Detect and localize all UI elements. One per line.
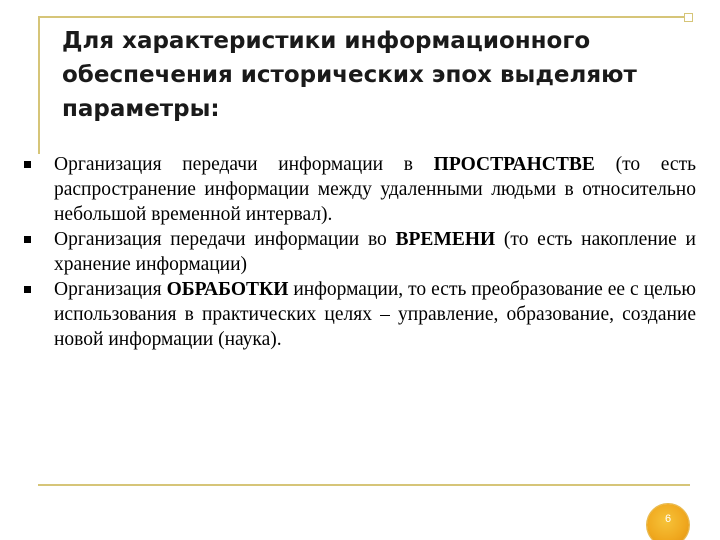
title-line: обеспечения исторических эпох выделяют (62, 62, 637, 88)
bottom-decorative-line (38, 484, 690, 486)
bullet-text: (то есть распространение информации между удаленными людьми в относительно небольшой временной интервал). (54, 154, 696, 225)
page-number-badge (647, 504, 689, 540)
bullet-text: информации, то есть преобразование ее с целью использования в практических целях – управление, образование, создание новой информации (наука). (54, 279, 696, 350)
left-decorative-line (38, 16, 40, 154)
title-line: Для характеристики информационного (62, 28, 591, 54)
square-bullet-icon (24, 286, 31, 293)
slide-title (62, 24, 682, 126)
square-bullet-icon (24, 236, 31, 243)
bullet-item (24, 152, 696, 227)
bullet-text: Организация (54, 279, 167, 300)
bullet-emphasis: ВРЕМЕНИ (395, 229, 496, 250)
bullet-item (24, 227, 696, 277)
bullet-text: (то есть накопление и хранение информации) (54, 229, 696, 275)
bullet-text: Организация передачи информации в (54, 154, 434, 175)
bullet-text: Организация передачи информации во (54, 229, 396, 250)
bullet-emphasis: ПРОСТРАНСТВЕ (433, 154, 595, 175)
top-decorative-line (38, 16, 690, 18)
title-line: параметры: (62, 96, 220, 122)
corner-square-icon (684, 13, 693, 22)
bullet-emphasis: ОБРАБОТКИ (166, 279, 289, 300)
page-number: 6 (664, 513, 672, 525)
bullet-item (24, 277, 696, 352)
bullet-list (24, 152, 696, 352)
square-bullet-icon (24, 161, 31, 168)
